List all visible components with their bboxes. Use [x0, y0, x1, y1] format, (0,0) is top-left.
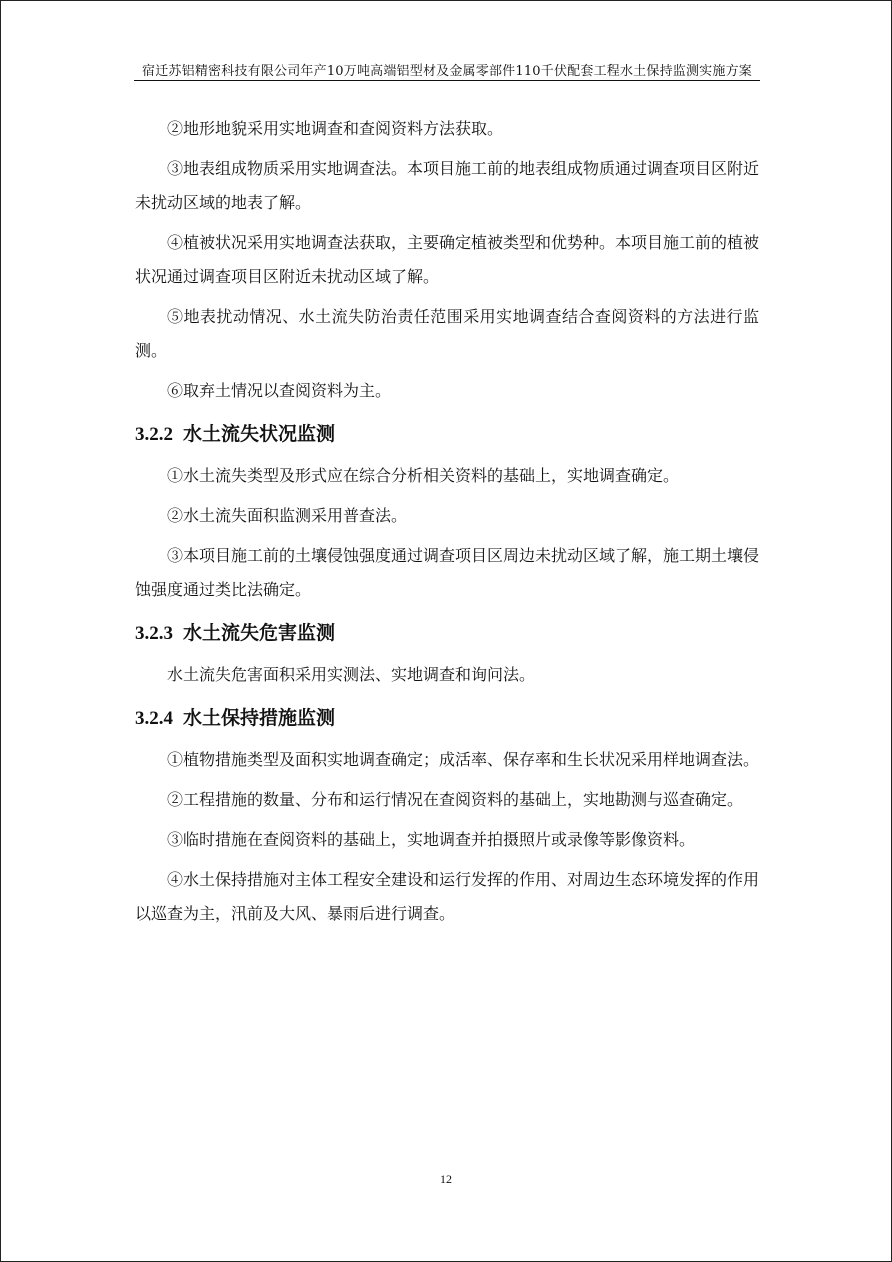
document-body	[135, 112, 759, 937]
paragraph-surface-disturbance: ⑤地表扰动情况、水土流失防治责任范围采用实地调查结合查阅资料的方法进行监测。	[135, 307, 759, 360]
section-title: 水土流失状况监测	[183, 423, 336, 445]
paragraph: 水土流失危害面积采用实测法、实地调查和询问法。	[167, 665, 536, 684]
section-heading-3-2-4	[135, 698, 759, 739]
section-heading-3-2-3	[135, 613, 759, 654]
section-heading-3-2-2	[135, 414, 759, 455]
page-number: 12	[440, 1172, 452, 1186]
paragraph-vegetation: ④植被状况采用实地调查法获取，主要确定植被类型和优势种。本项目施工前的植被状况通过调查项目区附近未扰动区域了解。	[135, 233, 760, 286]
paragraph: ④水土保持措施对主体工程安全建设和运行发挥的作用、对周边生态环境发挥的作用以巡查为主，汛前及大风、暴雨后进行调查。	[135, 870, 760, 923]
header-rule	[134, 80, 760, 81]
running-header: 宿迁苏铝精密科技有限公司年产10万吨高端铝型材及金属零部件110千伏配套工程水土保持监测实施方案	[142, 64, 752, 79]
paragraph: ③本项目施工前的土壤侵蚀强度通过调查项目区周边未扰动区域了解，施工期土壤侵蚀强度通过类比法确定。	[135, 546, 760, 599]
paragraph: ③临时措施在查阅资料的基础上，实地调查并拍摄照片或录像等影像资料。	[167, 830, 696, 849]
section-number: 3.2.3	[135, 623, 173, 644]
section-title: 水土流失危害监测	[183, 622, 336, 644]
section-number: 3.2.4	[135, 708, 173, 729]
paragraph: ②水土流失面积监测采用普查法。	[167, 506, 408, 525]
paragraph-borrow-spoil: ⑥取弃土情况以查阅资料为主。	[167, 381, 392, 400]
paragraph-terrain: ②地形地貌采用实地调查和查阅资料方法获取。	[167, 119, 504, 138]
paragraph: ①水土流失类型及形式应在综合分析相关资料的基础上，实地调查确定。	[167, 466, 680, 485]
paragraph: ②工程措施的数量、分布和运行情况在查阅资料的基础上，实地勘测与巡查确定。	[167, 790, 744, 809]
section-number: 3.2.2	[135, 424, 173, 445]
paragraph-surface-material: ③地表组成物质采用实地调查法。本项目施工前的地表组成物质通过调查项目区附近未扰动区域的地表了解。	[135, 159, 760, 212]
section-title: 水土保持措施监测	[183, 707, 336, 729]
paragraph: ①植物措施类型及面积实地调查确定；成活率、保存率和生长状况采用样地调查法。	[167, 750, 760, 769]
